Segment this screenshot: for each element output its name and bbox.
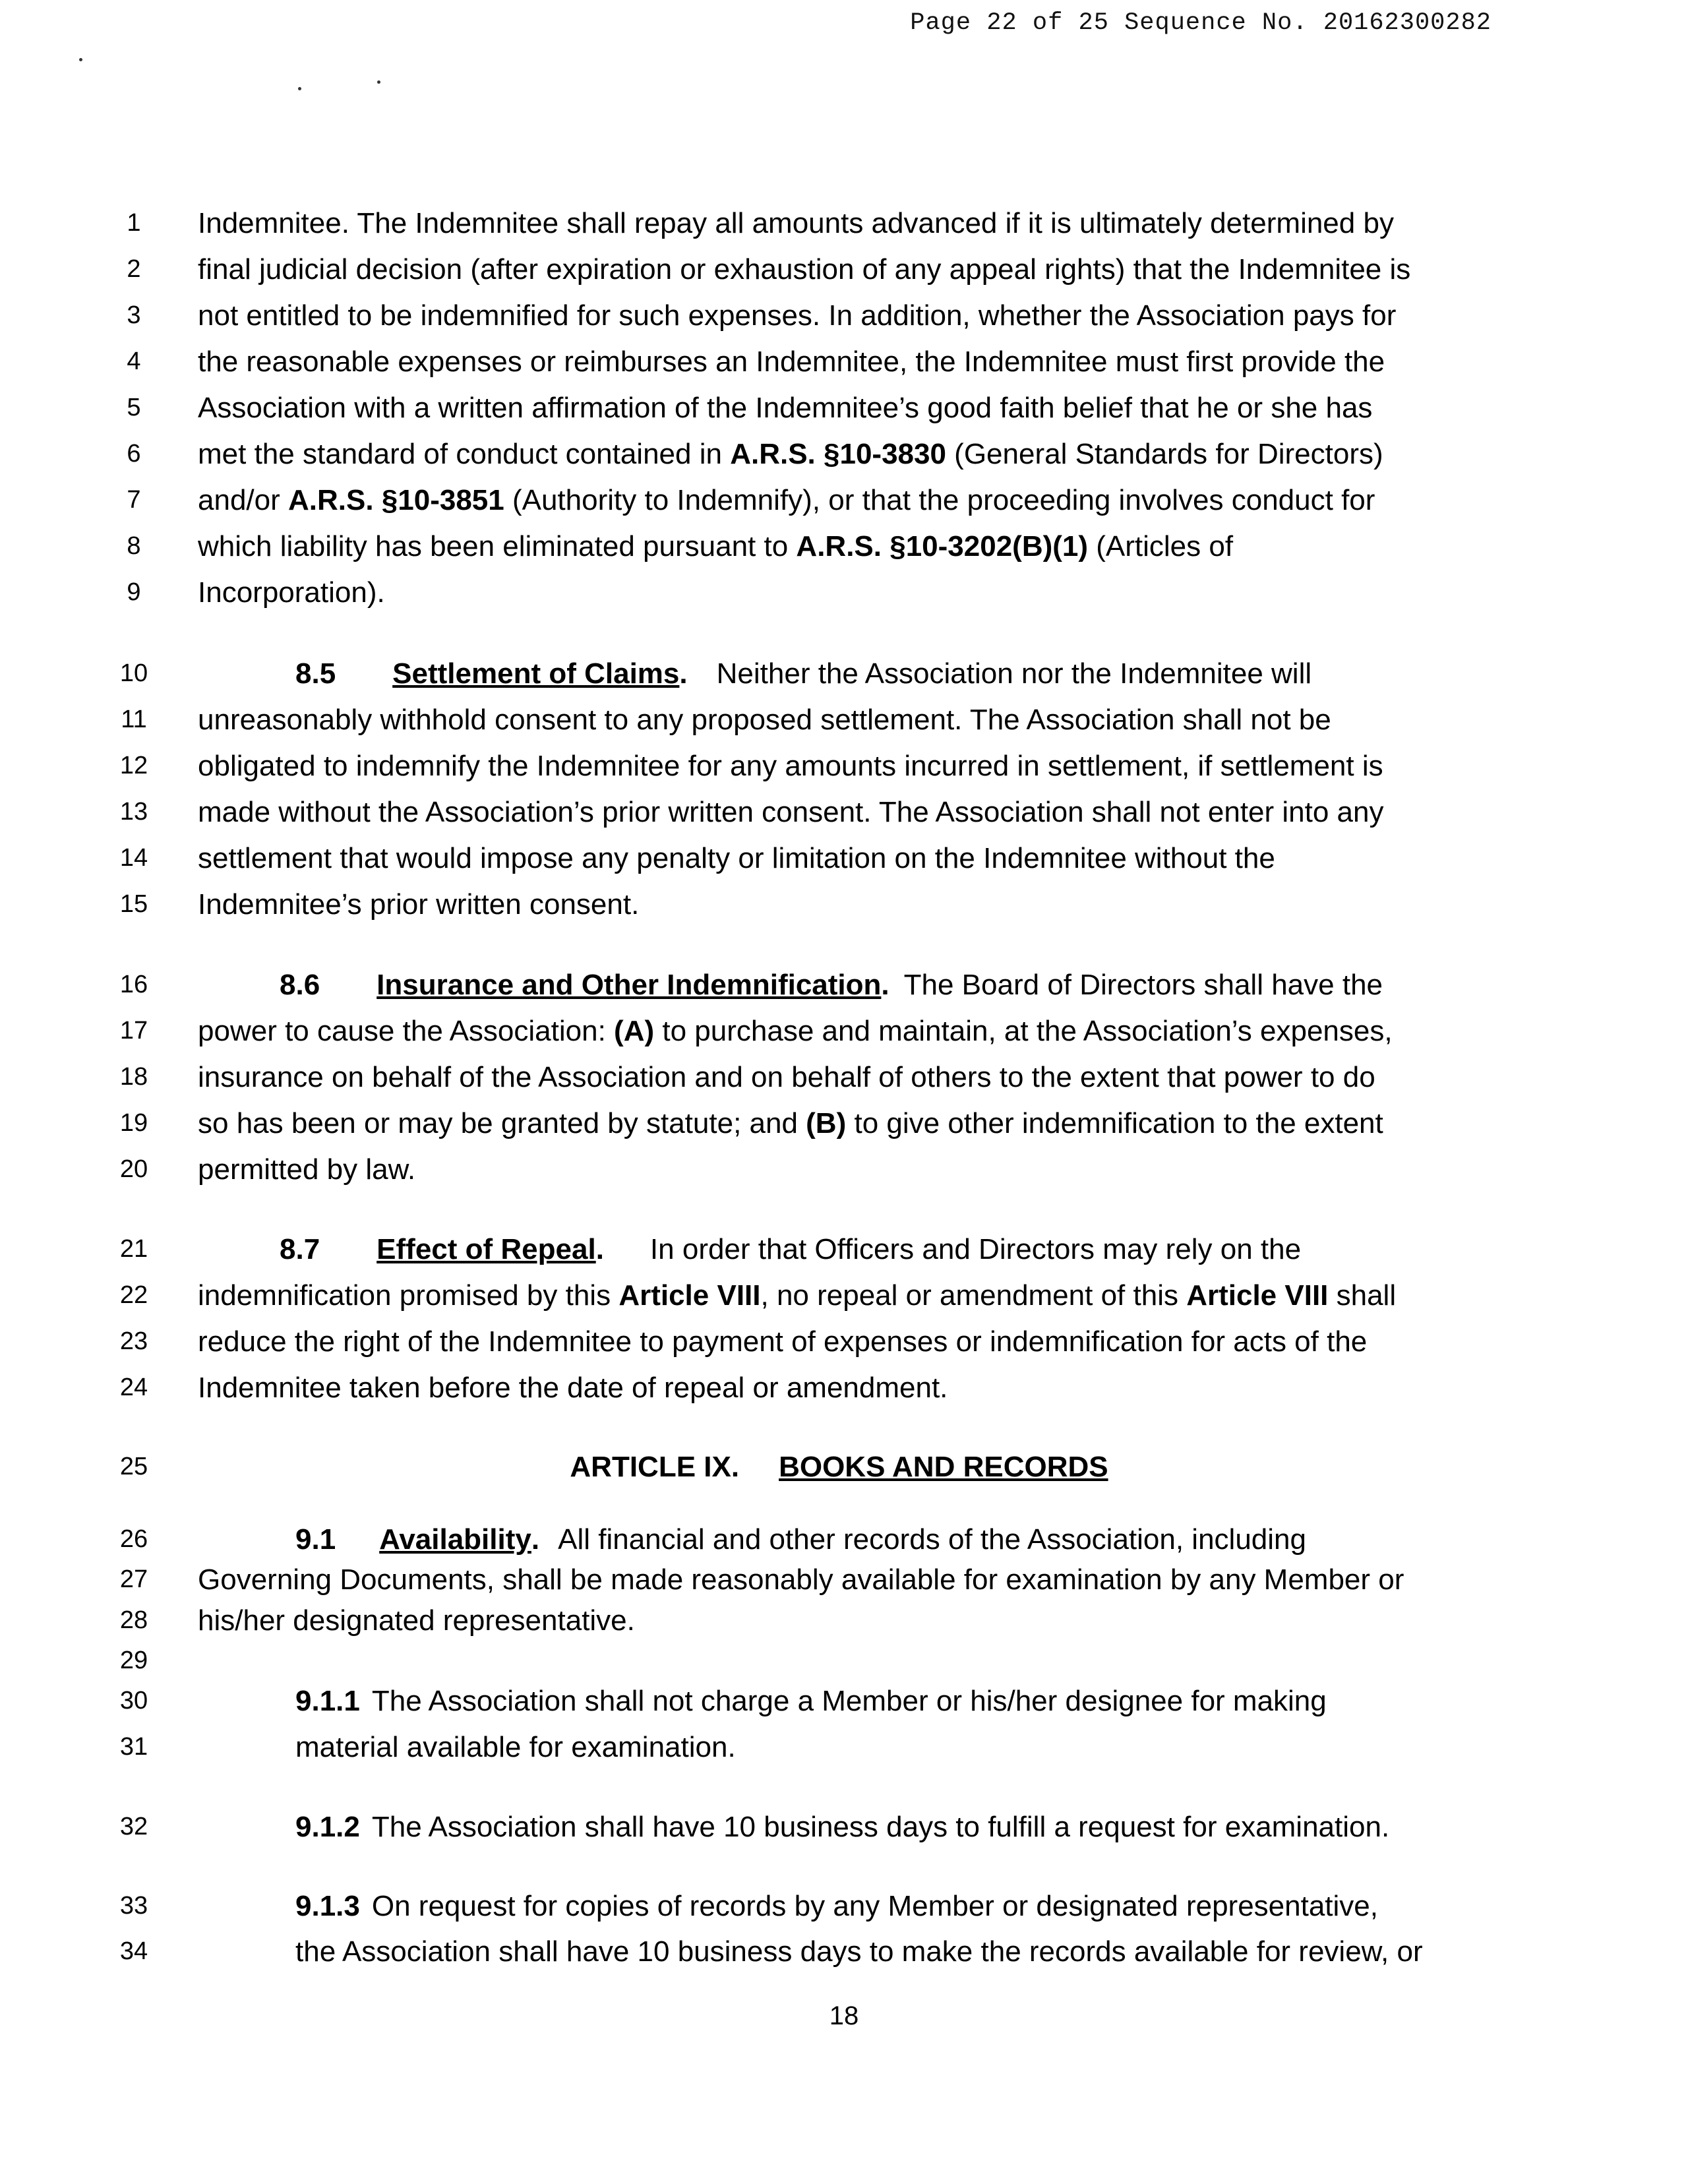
text-line: Indemnitee taken before the date of repeal or amendment.	[198, 1372, 948, 1404]
line-number: 5	[127, 394, 141, 421]
line-number: 27	[119, 1565, 148, 1593]
line-number: 28	[119, 1606, 148, 1634]
section-number: 8.6	[280, 969, 320, 1001]
line-number: 6	[127, 440, 141, 468]
line-number: 16	[119, 971, 148, 998]
text-line: 8.5 Settlement of Claims . Neither the Association nor the Indemnitee will	[198, 657, 1480, 692]
text-line: 9.1 Availability . All financial and other records of the Association, including	[198, 1523, 1480, 1558]
text-line: Indemnitee’s prior written consent.	[198, 888, 640, 921]
line-number: 22	[119, 1281, 148, 1309]
section-number: 9.1.2	[295, 1811, 360, 1843]
line-number: 4	[127, 348, 141, 375]
text-line: permitted by law.	[198, 1153, 416, 1186]
statute-reference: A.R.S. §10-3830	[730, 438, 946, 470]
scan-speck	[79, 58, 82, 61]
text-line: the reasonable expenses or reimburses an Indemnitee, the Indemnitee must first provide the	[198, 346, 1385, 378]
text-line: unreasonably withhold consent to any proposed settlement. The Association shall not be	[198, 704, 1331, 736]
line-number: 8	[127, 532, 141, 560]
text-line: power to cause the Association: (A) to purchase and maintain, at the Association’s expenses,	[198, 1015, 1393, 1047]
text-line: Association with a written affirmation of the Indemnitee’s good faith belief that he or she has	[198, 392, 1373, 424]
text-line: Incorporation).	[198, 576, 385, 609]
text-line: reduce the right of the Indemnitee to payment of expenses or indemnification for acts of the	[198, 1325, 1368, 1358]
article-label: ARTICLE IX.	[570, 1451, 740, 1483]
scan-speck	[298, 87, 301, 90]
section-title: Effect of Repeal	[377, 1233, 596, 1265]
line-number: 14	[119, 844, 148, 872]
line-number: 2	[127, 255, 141, 283]
scan-speck	[377, 80, 380, 84]
text-line: made without the Association’s prior written consent. The Association shall not enter into any	[198, 796, 1384, 828]
statute-reference: A.R.S. §10-3851	[287, 484, 504, 516]
line-number: 15	[119, 890, 148, 918]
text-line: 8.7 Effect of Repeal . In order that Officers and Directors may rely on the	[198, 1232, 1480, 1267]
line-number: 23	[119, 1327, 148, 1355]
line-number: 3	[127, 301, 141, 329]
page-number: 18	[829, 2001, 859, 2030]
text-line: indemnification promised by this Article VIII , no repeal or amendment of this Article VIII shall	[198, 1279, 1397, 1312]
line-number: 33	[119, 1892, 148, 1920]
line-number: 13	[119, 798, 148, 826]
line-number: 17	[119, 1017, 148, 1045]
text-line: which liability has been eliminated pursuant to A.R.S. §10-3202(B)(1) (Articles of	[198, 530, 1480, 564]
section-title: Availability	[379, 1523, 531, 1556]
text-line: settlement that would impose any penalty or limitation on the Indemnitee without the	[198, 842, 1275, 874]
line-number: 25	[119, 1453, 148, 1480]
line-number: 11	[121, 706, 147, 733]
text-line: Indemnitee. The Indemnitee shall repay all amounts advanced if it is ultimately determined by	[198, 207, 1394, 239]
text-line: obligated to indemnify the Indemnitee for any amounts incurred in settlement, if settlement is	[198, 750, 1383, 782]
section-title: Insurance and Other Indemnification	[377, 969, 882, 1001]
section-title: Settlement of Claims	[392, 657, 680, 690]
section-number: 9.1	[295, 1523, 336, 1556]
line-number: 30	[119, 1687, 148, 1714]
text-line: and/or A.R.S. §10-3851 (Authority to Indemnify), or that the proceeding involves conduct for	[198, 483, 1480, 518]
article-heading	[198, 1450, 1480, 1485]
line-number: 31	[119, 1733, 148, 1761]
text-line: final judicial decision (after expiration or exhaustion of any appeal rights) that the Indemnitee is	[198, 253, 1411, 286]
line-number: 18	[119, 1063, 148, 1091]
text-line: the Association shall have 10 business days to make the records available for review, or	[295, 1935, 1423, 1968]
line-number: 19	[119, 1109, 148, 1137]
section-number: 8.5	[295, 657, 336, 690]
section-number: 8.7	[280, 1233, 320, 1265]
text-line: Governing Documents, shall be made reasonably available for examination by any Member or	[198, 1563, 1404, 1596]
line-number: 21	[119, 1235, 148, 1263]
line-number: 32	[119, 1813, 148, 1840]
line-number: 9	[127, 578, 141, 606]
page-header: Page 22 of 25 Sequence No. 20162300282	[910, 9, 1492, 37]
line-number: 26	[119, 1525, 148, 1553]
text-line: met the standard of conduct contained in A.R.S. §10-3830 (General Standards for Directors)	[198, 437, 1480, 472]
line-number: 10	[119, 659, 148, 687]
article-title: BOOKS AND RECORDS	[779, 1451, 1108, 1483]
line-number: 7	[127, 486, 141, 514]
line-number: 24	[119, 1374, 148, 1401]
line-number: 34	[119, 1937, 148, 1965]
text-line: material available for examination.	[295, 1731, 736, 1763]
text-line: 9.1.2 The Association shall have 10 business days to fulfill a request for examination.	[295, 1810, 1480, 1845]
line-number: 20	[119, 1155, 148, 1183]
text-line: 8.6 Insurance and Other Indemnification . The Board of Directors shall have the	[198, 968, 1480, 1003]
text-line: insurance on behalf of the Association and on behalf of others to the extent that power to do	[198, 1061, 1375, 1093]
section-number: 9.1.1	[295, 1685, 360, 1717]
text-line: 9.1.1 The Association shall not charge a Member or his/her designee for making	[295, 1684, 1480, 1719]
text-line: not entitled to be indemnified for such expenses. In addition, whether the Association pays for	[198, 299, 1397, 332]
line-number: 1	[127, 209, 141, 237]
text-line: 9.1.3 On request for copies of records by any Member or designated representative,	[295, 1889, 1480, 1924]
line-number: 12	[119, 752, 148, 779]
section-number: 9.1.3	[295, 1890, 360, 1922]
line-number: 29	[119, 1647, 148, 1674]
text-line: so has been or may be granted by statute; and (B) to give other indemnification to the extent	[198, 1107, 1383, 1139]
text-line: his/her designated representative.	[198, 1604, 635, 1637]
statute-reference: A.R.S. §10-3202(B)(1)	[796, 530, 1089, 562]
